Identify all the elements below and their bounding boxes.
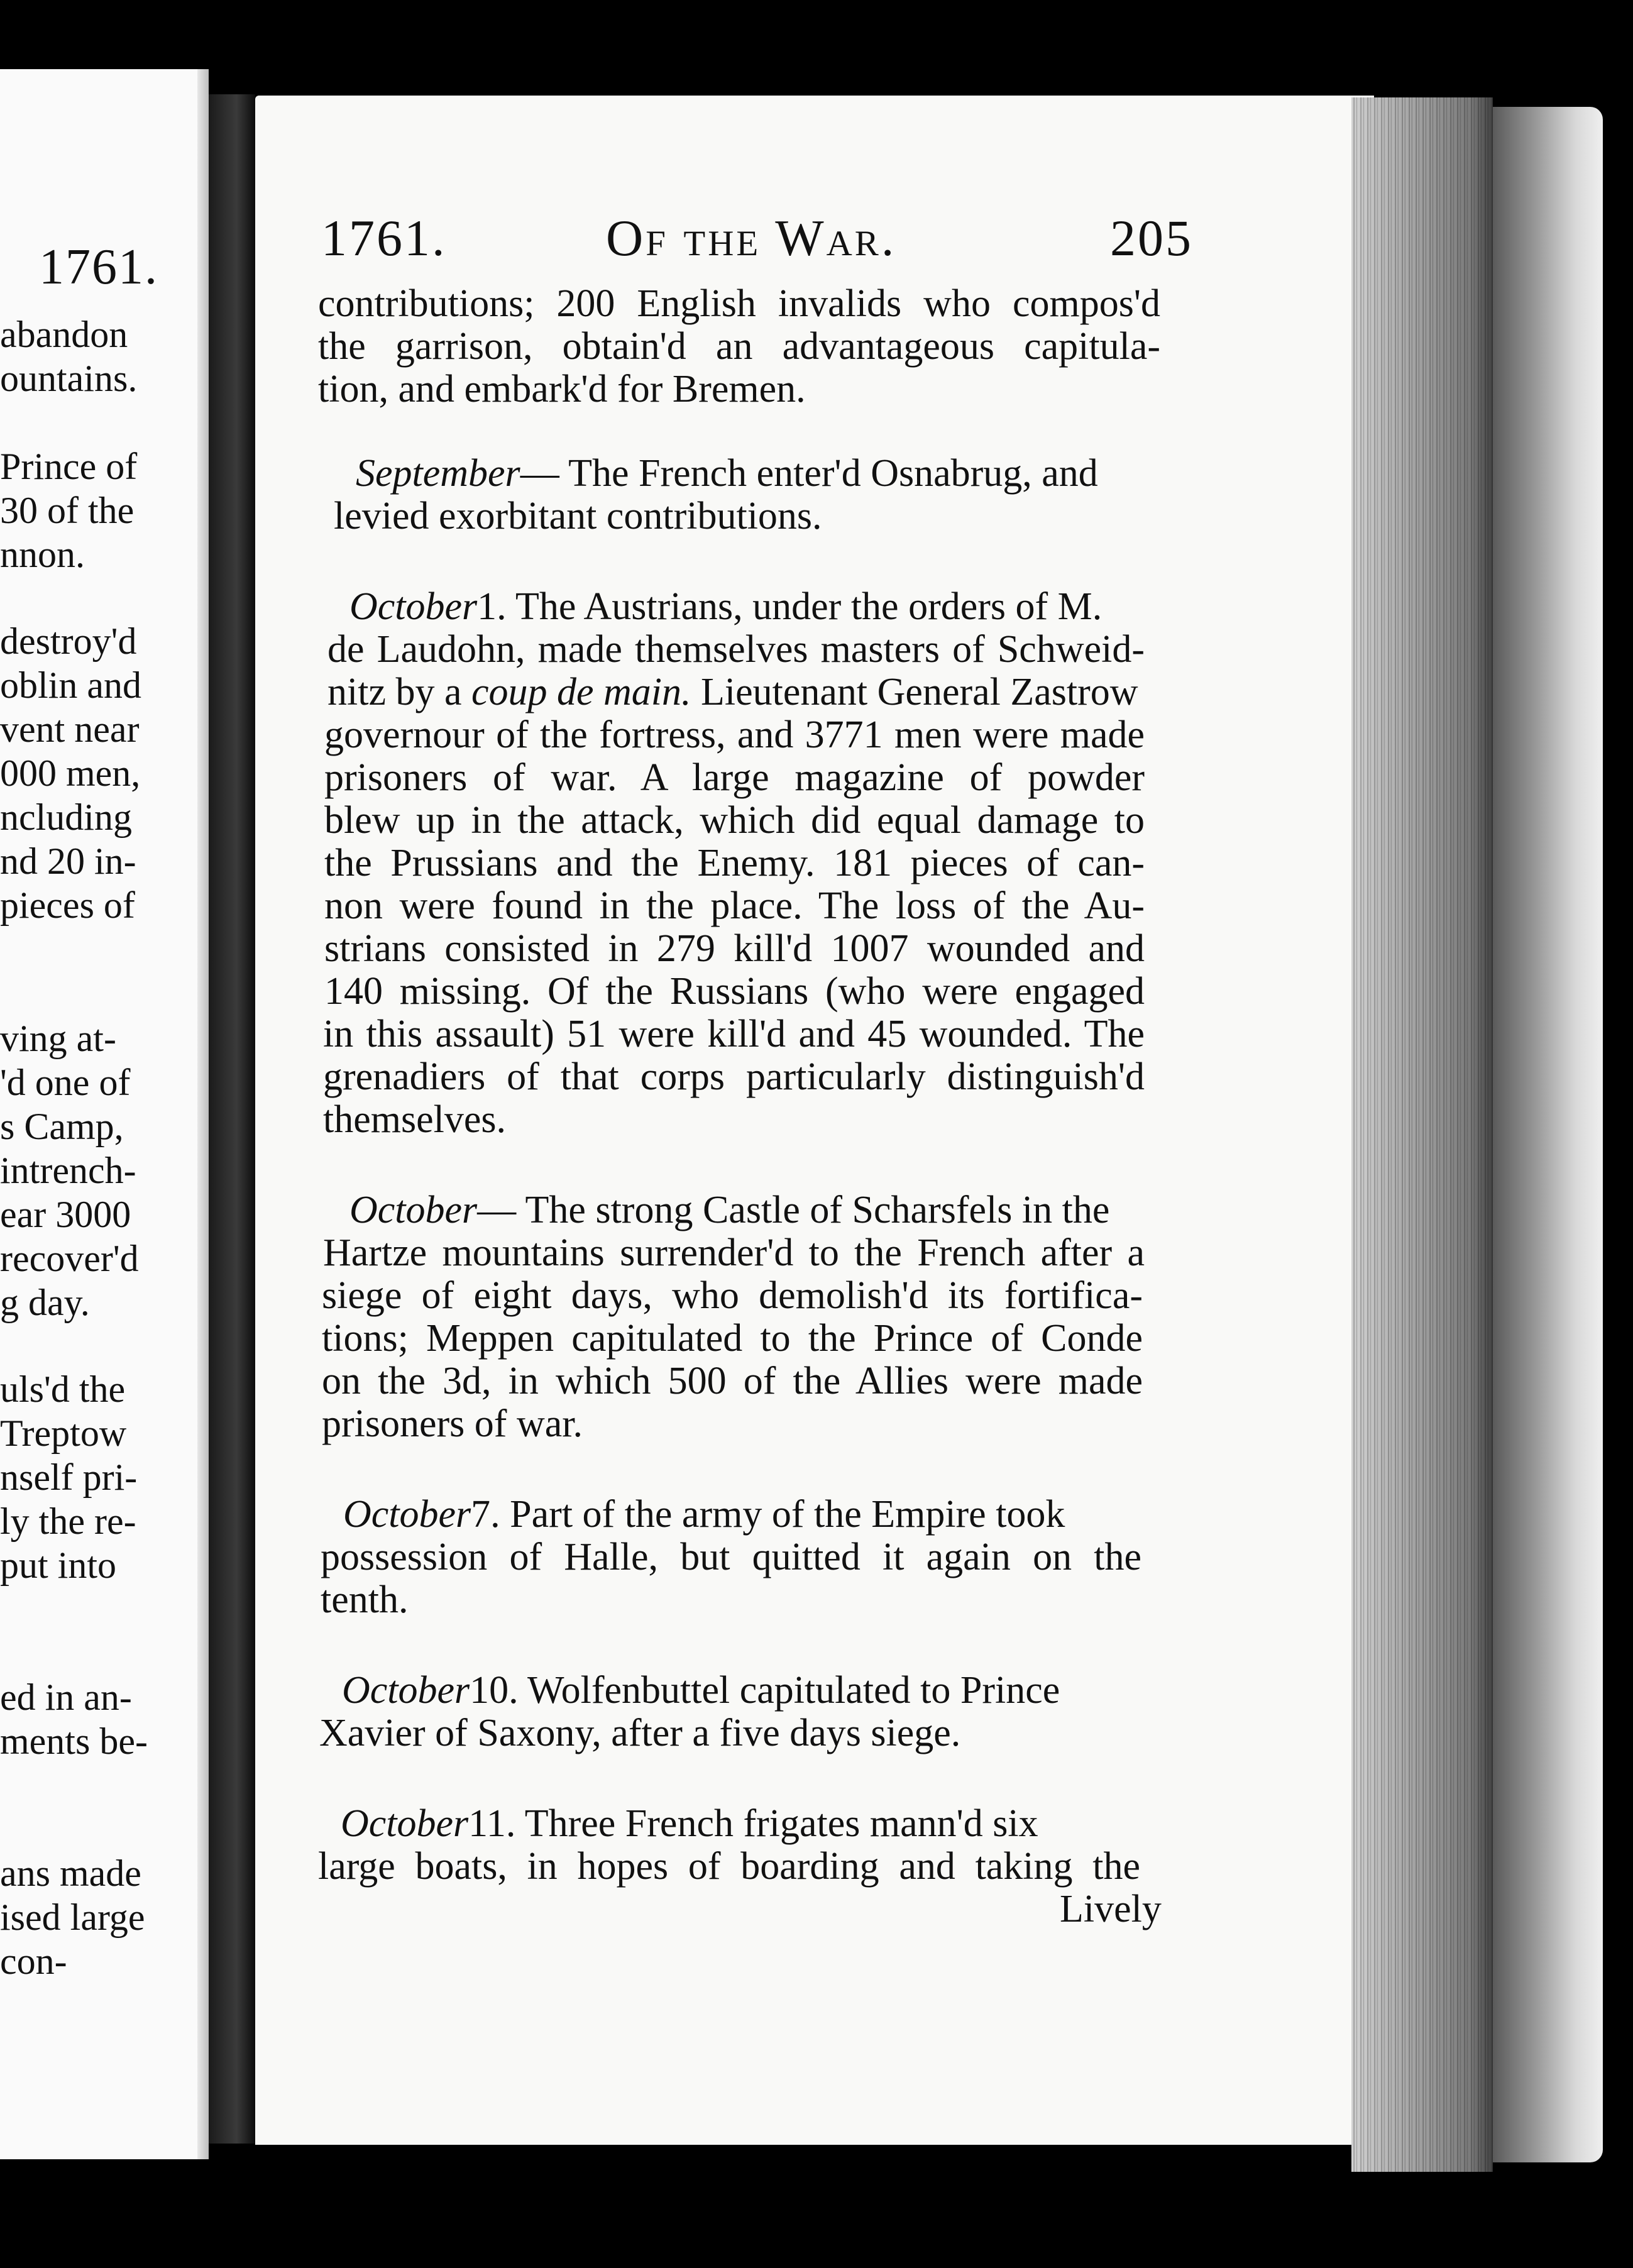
page-block-shadow	[1351, 97, 1493, 2172]
text-line: strians consisted in 279 kill'd 1007 wounded and	[324, 927, 1145, 970]
text-span: Lieutenant General Zastrow	[691, 671, 1138, 713]
text-line	[342, 1671, 1060, 1710]
text-line: de Laudohn, made themselves masters of Schweid-	[327, 628, 1145, 671]
text-line: the Prussians and the Enemy. 181 pieces of can-	[324, 842, 1145, 884]
left-page-line: oblin and	[0, 664, 141, 706]
left-page-line: destroy'd	[0, 620, 137, 662]
text-span: — The French enter'd Osnabrug, and	[520, 452, 1098, 495]
text-line: 140 missing. Of the Russians (who were engaged	[324, 970, 1145, 1013]
month-label: October	[341, 1802, 469, 1845]
running-head-title: Of the War.	[606, 209, 897, 267]
month-label: September	[356, 452, 520, 495]
text-line: blew up in the attack, which did equal damage to	[324, 799, 1145, 842]
left-page-line: ear 3000	[0, 1194, 131, 1235]
month-label: October	[349, 585, 478, 628]
text-line: tion, and embark'd for Bremen.	[318, 368, 806, 410]
left-page-line: Treptow	[0, 1412, 127, 1454]
left-page-line: ountains.	[0, 358, 138, 399]
text-line: siege of eight days, who demolish'd its fortifica-	[322, 1274, 1143, 1317]
left-page-line: 'd one of	[0, 1062, 131, 1103]
left-page-line: ed in an-	[0, 1676, 132, 1718]
left-page-line: ly the re-	[0, 1500, 136, 1542]
left-page-year: 1761.	[39, 239, 158, 295]
text-line: grenadiers of that corps particularly distinguish'd	[323, 1055, 1145, 1098]
left-page-line: vent near	[0, 708, 140, 750]
text-line: non were found in the place. The loss of the Au-	[324, 884, 1145, 927]
text-line	[356, 454, 1098, 493]
text-line	[349, 587, 1102, 626]
left-page-line: ncluding	[0, 796, 132, 838]
left-page-line: uls'd the	[0, 1368, 126, 1410]
running-head-year: 1761.	[321, 209, 447, 267]
month-label: October	[343, 1493, 471, 1536]
text-line: prisoners of war. A large magazine of powder	[324, 756, 1145, 799]
text-span: — The strong Castle of Scharsfels in the	[477, 1189, 1110, 1231]
left-page-line: Prince of	[0, 446, 138, 487]
running-head	[255, 209, 1374, 284]
left-page-line: ised large	[0, 1896, 145, 1938]
left-page-line: put into	[0, 1544, 117, 1586]
left-page-line: 30 of the	[0, 490, 135, 531]
book-gutter	[209, 94, 255, 2144]
italic-phrase: coup de main.	[471, 671, 691, 713]
left-page-line: g day.	[0, 1282, 90, 1323]
text-line: the garrison, obtain'd an advantageous capitula-	[318, 325, 1160, 368]
text-line: on the 3d, in which 500 of the Allies were made	[322, 1360, 1143, 1402]
left-page-line: pieces of	[0, 884, 135, 926]
month-label: October	[349, 1189, 478, 1231]
catchword: Lively	[1060, 1888, 1162, 1930]
text-line: governour of the fortress, and 3771 men were made	[324, 713, 1145, 756]
left-page-line: recover'd	[0, 1238, 139, 1279]
text-line	[341, 1804, 1038, 1843]
text-span: 7. Part of the army of the Empire took	[471, 1493, 1065, 1536]
month-label: October	[342, 1669, 470, 1712]
left-page-line: con-	[0, 1940, 67, 1982]
text-line: in this assault) 51 were kill'd and 45 wounded. The	[323, 1013, 1145, 1055]
left-page-line: 000 men,	[0, 752, 141, 794]
text-line: tions; Meppen capitulated to the Prince of Conde	[322, 1317, 1143, 1360]
text-line: themselves.	[323, 1098, 506, 1141]
text-line: levied exorbitant contributions.	[334, 495, 822, 537]
main-page	[255, 96, 1374, 2145]
left-page-line: nself pri-	[0, 1456, 138, 1498]
left-page-shadow	[197, 69, 209, 2159]
text-line: tenth.	[321, 1578, 409, 1621]
text-line: Hartze mountains surrender'd to the French after a	[323, 1231, 1145, 1274]
left-page-line: ans made	[0, 1852, 141, 1894]
left-page-line: nnon.	[0, 534, 85, 575]
text-line	[327, 673, 1138, 712]
text-line: contributions; 200 English invalids who compos'd	[318, 282, 1160, 325]
text-line	[343, 1495, 1065, 1534]
text-line: large boats, in hopes of boarding and taking the	[318, 1845, 1140, 1888]
text-span: 11. Three French frigates mann'd six	[468, 1802, 1038, 1845]
text-span: 1. The Austrians, under the orders of M.	[477, 585, 1102, 628]
book-cover-edge	[1493, 107, 1603, 2162]
left-page-line: abandon	[0, 314, 128, 355]
text-span: nitz by a	[327, 671, 471, 713]
text-line: prisoners of war.	[322, 1402, 583, 1445]
left-page-line: intrench-	[0, 1150, 136, 1191]
page-number: 205	[1110, 209, 1193, 267]
left-page-line: s Camp,	[0, 1106, 124, 1147]
left-page-line: ments be-	[0, 1720, 148, 1762]
text-line	[349, 1191, 1109, 1230]
text-line: Xavier of Saxony, after a five days siege.	[319, 1712, 961, 1754]
left-page-line: nd 20 in-	[0, 840, 136, 882]
left-page-line: ving at-	[0, 1018, 116, 1059]
text-line: possession of Halle, but quitted it again on the	[321, 1536, 1141, 1578]
text-span: 10. Wolfenbuttel capitulated to Prince	[470, 1669, 1060, 1712]
left-facing-page	[0, 69, 209, 2159]
